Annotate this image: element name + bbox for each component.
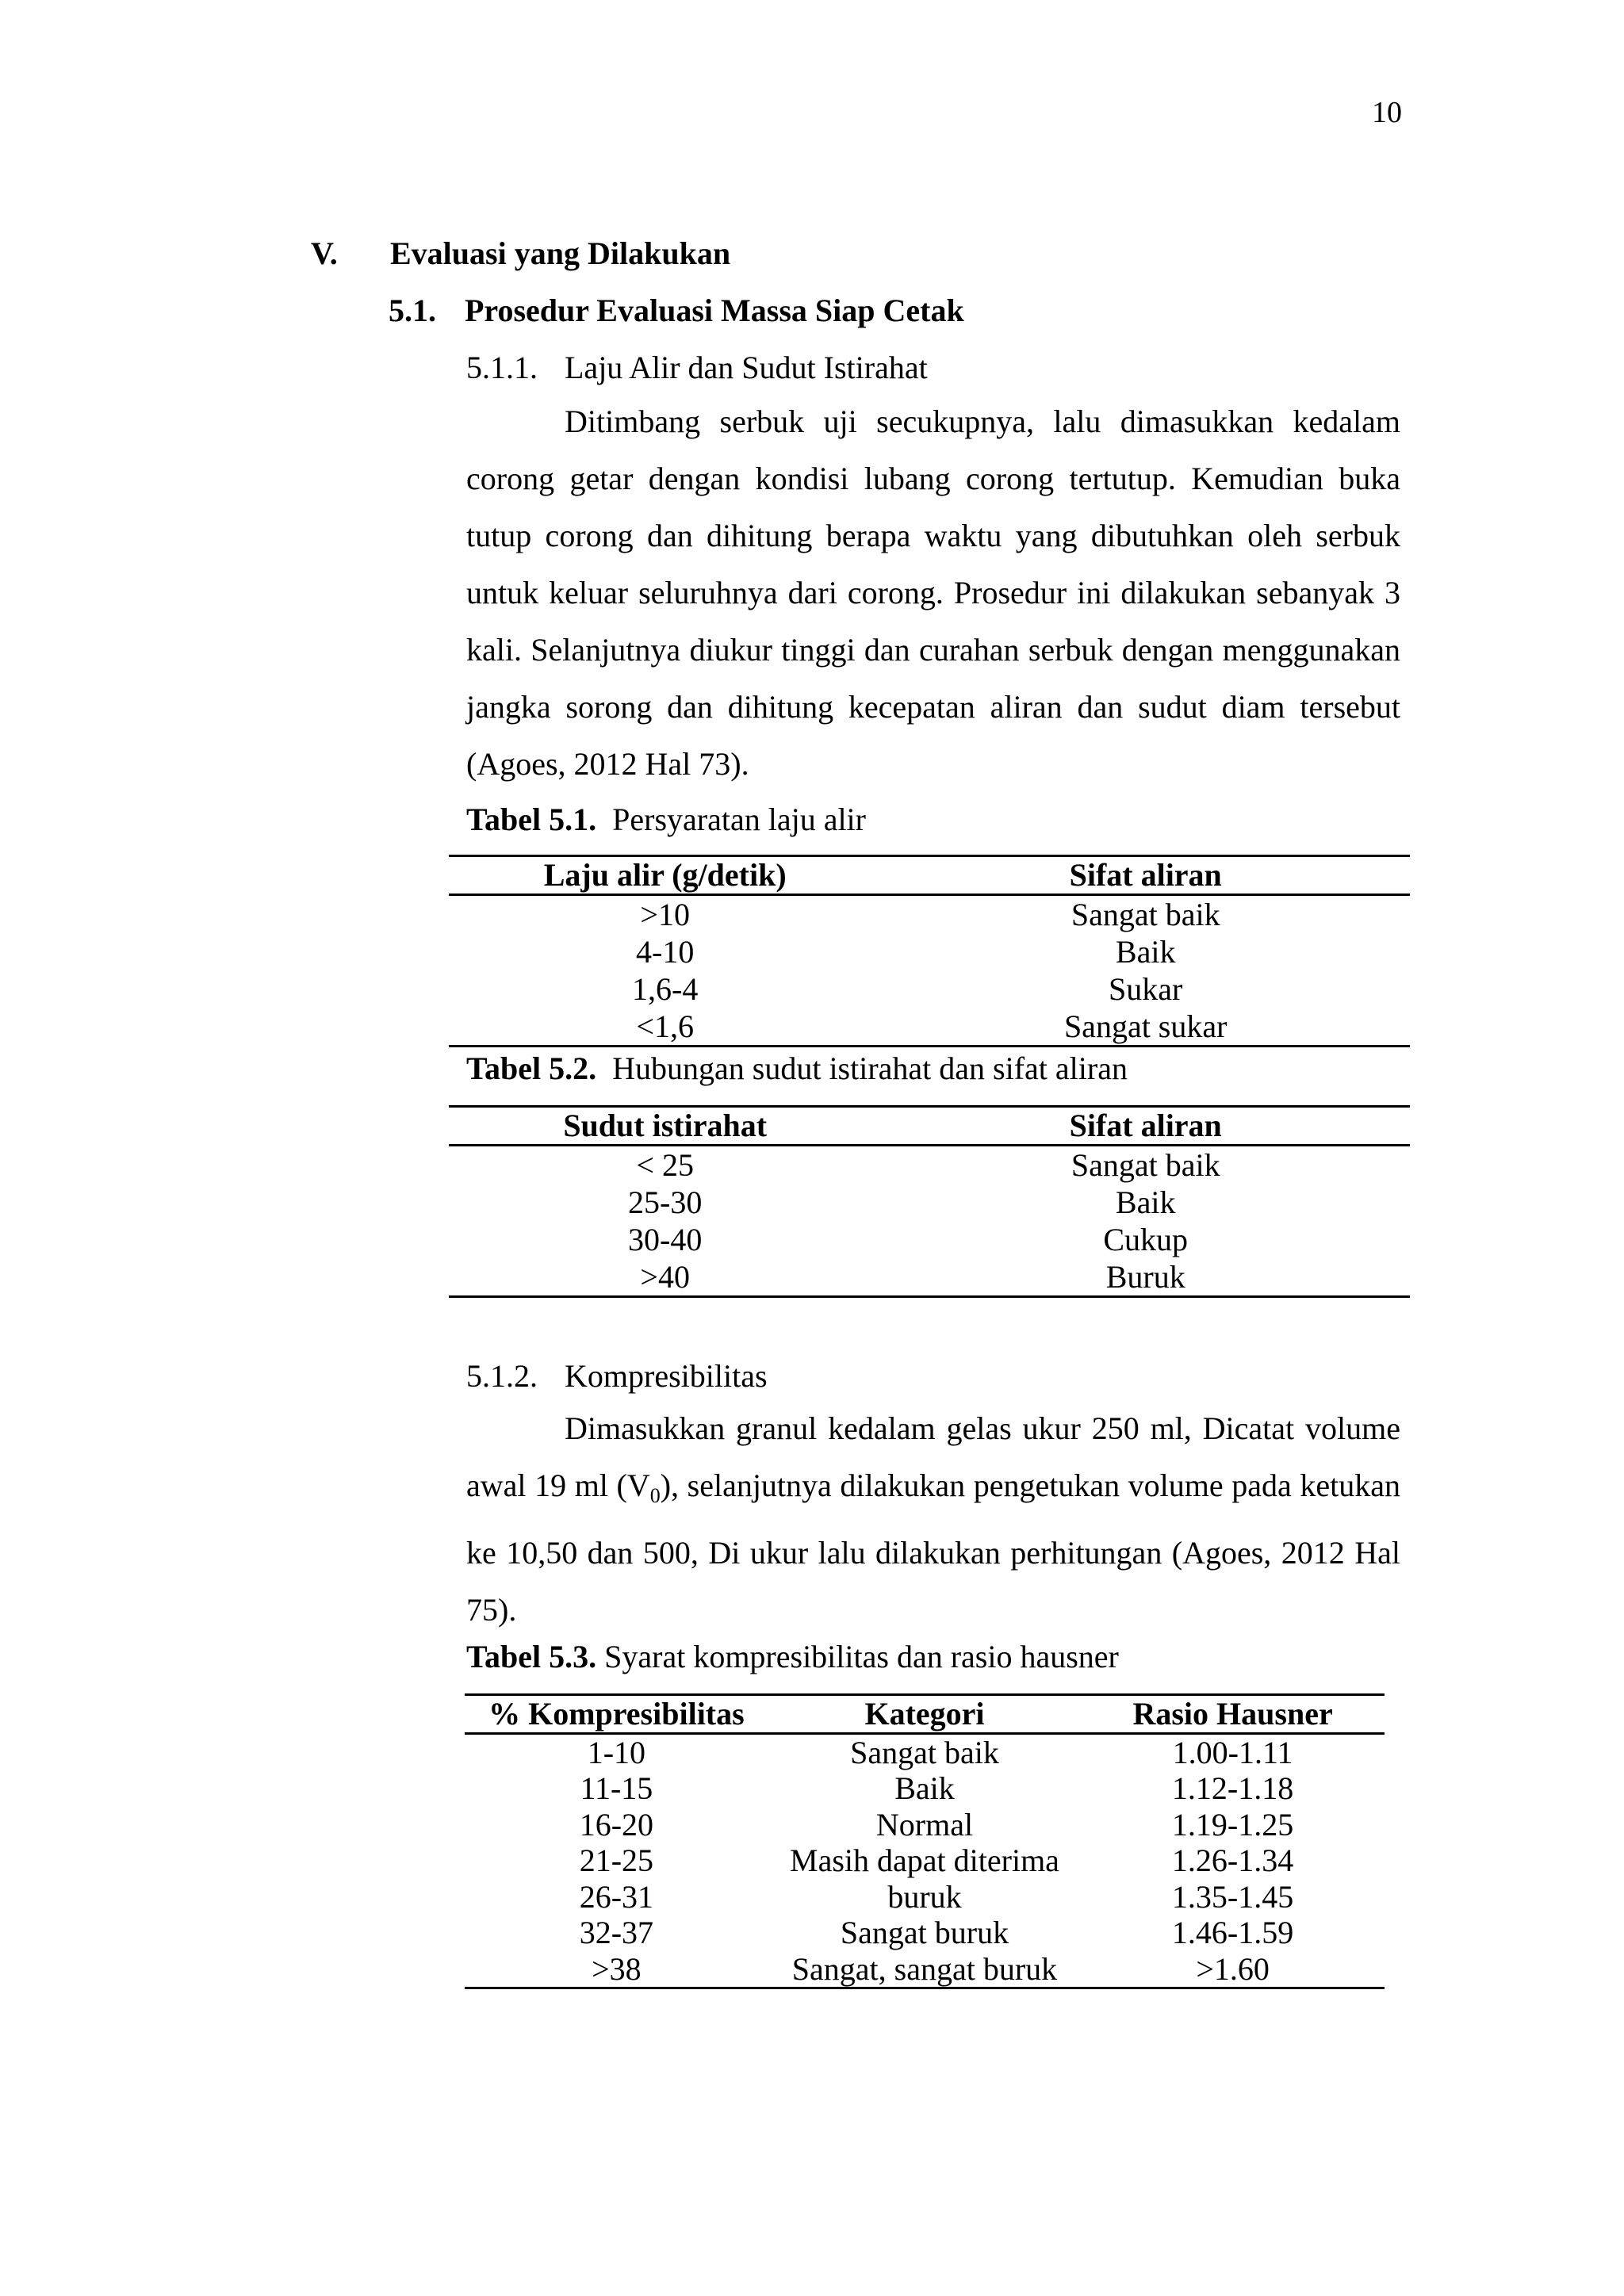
section-heading — [311, 235, 730, 272]
table-cell: Baik — [894, 1770, 955, 1806]
table-5-1 — [449, 855, 1410, 1047]
paragraph-text: ), selanjutnya dilakukan pengetukan volume pada ketukan ke 10,50 dan 500, Di ukur lalu dilakukan perhitungan (Agoes, 2012 Hal 75). — [466, 1468, 1400, 1628]
caption-label: Tabel 5.3. — [466, 1639, 597, 1674]
table-row — [449, 1258, 1410, 1297]
table-cell: Sukar — [1109, 971, 1183, 1007]
table-header-row — [465, 1695, 1385, 1734]
subscript: 0 — [649, 1484, 661, 1507]
table-caption-5-1 — [466, 801, 866, 838]
table-row — [465, 1951, 1385, 1988]
caption-text: Syarat kompresibilitas dan rasio hausner — [604, 1639, 1119, 1674]
subsubsection-heading-1 — [466, 349, 928, 386]
table-row — [465, 1843, 1385, 1879]
section-title: Evaluasi yang Dilakukan — [390, 235, 731, 271]
table-row — [449, 895, 1410, 934]
table-cell: Masih dapat diterima — [790, 1843, 1059, 1878]
table-cell: Baik — [1115, 934, 1176, 970]
table-row — [465, 1770, 1385, 1807]
subsubsection-title: Laju Alir dan Sudut Istirahat — [565, 350, 928, 385]
caption-label: Tabel 5.2. — [466, 1050, 597, 1086]
table-header-cell: Rasio Hausner — [1081, 1695, 1385, 1734]
table-caption-5-3 — [466, 1638, 1119, 1675]
table-cell: < 25 — [636, 1147, 694, 1183]
table-cell: Baik — [1115, 1184, 1176, 1220]
table-row — [465, 1915, 1385, 1951]
table-row — [449, 1146, 1410, 1184]
table-cell: buruk — [887, 1878, 962, 1915]
table-cell: 1.12-1.18 — [1171, 1770, 1294, 1806]
table-header-cell: Sifat aliran — [881, 856, 1410, 895]
table-caption-5-2 — [466, 1050, 1128, 1087]
table-cell: 1.19-1.25 — [1171, 1806, 1294, 1843]
table-cell: Sangat baik — [850, 1734, 999, 1770]
table-cell: Normal — [875, 1806, 974, 1843]
paragraph-kompresibilitas — [466, 1400, 1400, 1639]
table-row — [465, 1879, 1385, 1915]
table-cell: 1.46-1.59 — [1171, 1915, 1294, 1950]
table-cell: >38 — [465, 1951, 768, 1988]
caption-text: Hubungan sudut istirahat dan sifat aliran — [612, 1050, 1128, 1086]
subsection-heading — [389, 292, 964, 329]
table-header-cell: Sifat aliran — [881, 1107, 1410, 1146]
table-cell: >10 — [640, 897, 690, 932]
subsubsection-number: 5.1.2. — [466, 1358, 538, 1394]
table-header-row — [449, 856, 1410, 895]
subsubsection-number: 5.1.1. — [466, 350, 538, 385]
table-cell: 1.00-1.11 — [1172, 1734, 1293, 1770]
table-header-cell: % Kompresibilitas — [465, 1695, 768, 1734]
table-cell: Sangat, sangat buruk — [768, 1951, 1081, 1988]
subsection-number: 5.1. — [389, 293, 436, 328]
table-row — [449, 1184, 1410, 1221]
table-cell: Sangat buruk — [840, 1915, 1009, 1950]
table-cell: Sangat baik — [1071, 1147, 1220, 1183]
table-cell: Sangat baik — [1071, 897, 1220, 932]
table-cell: 25-30 — [628, 1184, 703, 1220]
subsection-title: Prosedur Evaluasi Massa Siap Cetak — [465, 293, 964, 328]
caption-label: Tabel 5.1. — [466, 802, 597, 837]
table-cell: 16-20 — [579, 1806, 654, 1843]
table-5-3 — [465, 1693, 1385, 1989]
table-cell: <1,6 — [449, 1008, 881, 1047]
table-row — [449, 970, 1410, 1008]
table-cell: 32-37 — [579, 1915, 654, 1950]
table-row — [465, 1807, 1385, 1843]
table-header-cell: Laju alir (g/detik) — [449, 856, 881, 895]
section-number: V. — [311, 235, 338, 271]
subsubsection-heading-2 — [466, 1357, 768, 1395]
table-cell: 26-31 — [579, 1878, 654, 1915]
table-cell: Sangat sukar — [881, 1008, 1410, 1047]
table-cell: 4-10 — [636, 934, 695, 970]
table-cell: 1-10 — [587, 1734, 646, 1770]
caption-text: Persyaratan laju alir — [612, 802, 866, 837]
page-number: 10 — [1372, 96, 1402, 129]
subsubsection-title: Kompresibilitas — [565, 1358, 768, 1394]
paragraph-text: Dimasukkan granul kedalam gelas ukur 250 ml, Dicatat volume awal 19 ml (V — [466, 1410, 1400, 1503]
table-cell: Buruk — [881, 1258, 1410, 1297]
table-cell: 1.26-1.34 — [1171, 1843, 1294, 1878]
paragraph-laju-alir: Ditimbang serbuk uji secukupnya, lalu dimasukkan kedalam corong getar dengan kondisi lubang corong tertutup. Kemudian buka tutup corong dan dihitung berapa waktu yang dibutuhkan oleh serbuk untuk keluar seluruhnya dari corong. Prosedur ini dilakukan sebanyak 3 kali. Selanjutnya diukur tinggi dan curahan serbuk dengan menggunakan jangka sorong dan dihitung kecepatan aliran dan sudut diam tersebut (Agoes, 2012 Hal 73). — [466, 404, 1400, 782]
table-cell: 30-40 — [628, 1222, 703, 1257]
table-cell: 1.35-1.45 — [1171, 1878, 1294, 1915]
table-row — [449, 1221, 1410, 1258]
table-cell: Cukup — [1103, 1222, 1189, 1257]
table-row — [449, 1008, 1410, 1047]
table-row — [465, 1733, 1385, 1770]
table-header-cell: Kategori — [768, 1695, 1081, 1734]
table-cell: >1.60 — [1081, 1951, 1385, 1988]
table-cell: 21-25 — [579, 1843, 654, 1878]
table-row — [449, 933, 1410, 970]
table-cell: 11-15 — [580, 1770, 653, 1806]
table-header-row — [449, 1107, 1410, 1146]
table-cell: >40 — [449, 1258, 881, 1297]
table-header-cell: Sudut istirahat — [449, 1107, 881, 1146]
table-cell: 1,6-4 — [632, 971, 699, 1007]
table-5-2 — [449, 1105, 1410, 1298]
